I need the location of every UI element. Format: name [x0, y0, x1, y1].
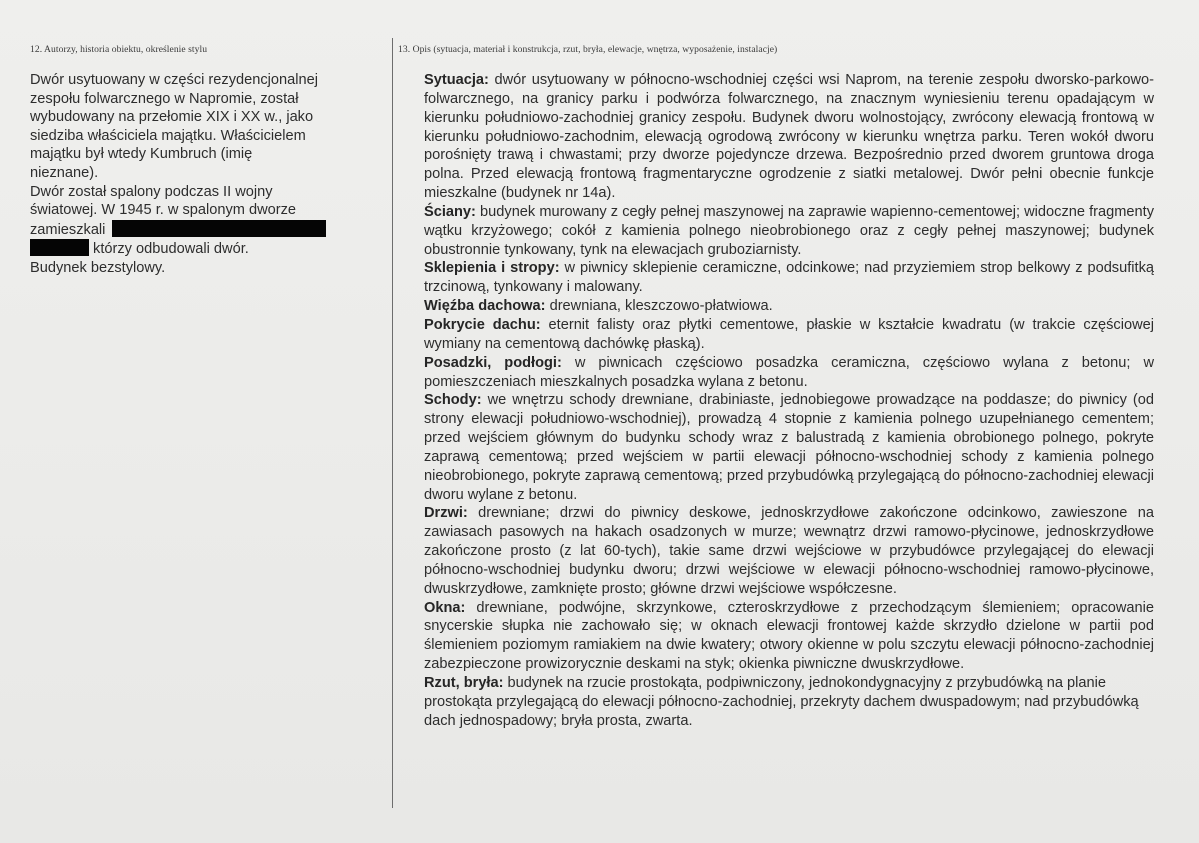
history-line: Dwór usytuowany w części rezydencjonalnej [30, 72, 318, 88]
description-text: budynek na rzucie prostokąta, podpiwniczony, jednokondygnacyjny z przybudówką na planie prostokąta przylegającą do elewacji północno-zachodniej, przekryty dachem dwuspadowym; nad przybudówką dach jednospadowy; bryła prosta, zwarta. [424, 675, 1139, 729]
history-line: siedziba właściciela majątku. Właścicielem [30, 127, 306, 144]
description-text: w piwnicy sklepienie ceramiczne, odcinkowe; nad przyziemiem strop belkowy z podsufitką trzcinową, tynkowany i malowany. [424, 260, 1154, 296]
redaction-block [112, 220, 326, 237]
description-label: Okna: [424, 599, 466, 616]
description-text: eternit falisty oraz płytki cementowe, płaskie w kształcie kwadratu (w trakcie częściowej wymiany na cementową dachówkę płaską). [424, 316, 1154, 352]
description-drzwi [424, 504, 1154, 598]
description-label: Posadzki, podłogi: [424, 354, 562, 371]
history-line: nieznane). [30, 164, 99, 181]
description-sciany [424, 203, 1154, 260]
description-label: Sytuacja: [424, 72, 489, 88]
description-text: drewniana, kleszczowo-płatwiowa. [549, 298, 773, 315]
right-column [398, 44, 1168, 731]
description-label: Schody: [424, 392, 482, 409]
history-line: którzy odbudowali dwór. [89, 241, 249, 258]
history-line: Dwór został spalony podczas II wojny [30, 183, 273, 200]
description-schody [424, 391, 1154, 504]
history-line: światowej. W 1945 r. w spalonym dworze [30, 202, 297, 219]
description-label: Sklepienia i stropy: [424, 260, 560, 277]
description-label: Drzwi: [424, 505, 468, 522]
description-label: Pokrycie dachu: [424, 316, 541, 333]
description-rzut [424, 674, 1154, 731]
history-line: majątku był wtedy Kumbruch (imię [30, 146, 253, 163]
history-line: zespołu folwarcznego w Napromie, został [30, 90, 299, 107]
history-line: wybudowany na przełomie XIX i XX w., jako [30, 109, 314, 126]
description-text: we wnętrzu schody drewniane, drabiniaste, jednobiegowe prowadzące na poddasze; do piwnicy (od strony elewacji południowo-wschodniej), prowadzą 4 stopnie z kamienia polnego uzupełnianego cementem; przed wejściem głównym do budynku schody wraz z balustradą z kamienia obrobionego polnego, pokryte zaprawą cementową; przed wejściem w partii elewacji północno-wschodniej schody z kamienia polnego nieobrobionego, pokryte zaprawą cementową; przed przybudówką przylegającą do północno-zachodniej elewacji dworu wylane z betonu. [424, 392, 1154, 503]
redaction-block [30, 239, 89, 256]
section-12-heading: 12. Autorzy, historia obiektu, określenie stylu [30, 44, 208, 55]
history-paragraph-2 [30, 183, 382, 259]
left-column [30, 44, 382, 278]
description-pokrycie [424, 316, 1154, 354]
description-sytuacja [424, 71, 1154, 203]
history-line: zamieszkali [30, 221, 110, 238]
description-okna [424, 599, 1154, 674]
history-text [30, 71, 382, 278]
description-label: Rzut, bryła: [424, 675, 504, 691]
description-text: dwór usytuowany w północno-wschodniej części wsi Naprom, na terenie zespołu dworsko-parkowo-folwarcznego, na granicy parku i podwórza folwarcznego, na znacznym wyniesieniu terenu opadającym w kierunku południowo-zachodniej granicy zespołu. Budynek dworu wolnostojący, zwrócony elewacją frontową w kierunku południowo-zachodnim, elewacją ogrodową zwrócony w kierunku wnętrza parku. Teren wokół dworu porośnięty trawą i chwastami; przy dworze pojedyncze drzewa. Bezpośrednio przed dworem gruntowa droga polna. Przed elewacją frontową fragmentaryczne ogrodzenie z siatki metalowej. Dwór pełni obecnie funkcje mieszkalne (budynek nr 14a). [424, 72, 1154, 202]
description-label: Więźba dachowa: [424, 298, 546, 315]
description-posadzki [424, 354, 1154, 392]
description-wiezba [424, 297, 1154, 316]
description-label: Ściany: [424, 203, 476, 220]
column-divider [392, 38, 393, 808]
description-text: budynek murowany z cegły pełnej maszynowej na zaprawie wapienno-cementowej; widoczne fragmenty wątku krzyżowego; cokół z kamienia polnego nieobrobionego oraz z cegły pełnej maszynowej; budynek obustronnie tynkowany, tynk na elewacjach gruboziarnisty. [424, 203, 1154, 258]
description-text: w piwnicach częściowo posadzka ceramiczna, częściowo wylana z betonu; w pomieszczeniach mieszkalnych posadzka wylana z betonu. [424, 354, 1154, 390]
description-body [424, 71, 1154, 731]
history-paragraph-3: Budynek bezstylowy. [30, 259, 166, 276]
description-text: drewniane; drzwi do piwnicy deskowe, jednoskrzydłowe zakończone odcinkowo, zawieszone na zawiasach pasowych na hakach osadzonych w murze; wewnątrz drzwi ramowo-płycinowe, jednoskrzydłowe zakończone prosto (z lat 60-tych), takie same drzwi wejściowe w przybudówce przylegającej do elewacji północno-wschodniej budynku dworu; drzwi wejściowe w elewacji północno-wschodniej ramowo-płycinowe, dwuskrzydłowe, zamknięte prosto; główne drzwi wejściowe współczesne. [424, 505, 1154, 597]
history-paragraph-1 [30, 71, 382, 183]
section-13-heading: 13. Opis (sytuacja, materiał i konstrukcja, rzut, bryła, elewacje, wnętrza, wyposażenie, instalacje) [398, 44, 778, 55]
description-sklepienia [424, 259, 1154, 297]
description-text: drewniane, podwójne, skrzynkowe, czteroskrzydłowe z przechodzącym ślemieniem; opracowanie snycerskie słupka nie zachowało się; w oknach elewacji frontowej każde skrzydło dzielone w partii pod ślemieniem poziomym ramiakiem na dwie kwatery; otwory okienne w polu szczytu elewacji północno-zachodniej zabezpieczone prowizorycznie deskami na styk; okienka piwniczne dwuskrzydłowe. [424, 599, 1155, 673]
